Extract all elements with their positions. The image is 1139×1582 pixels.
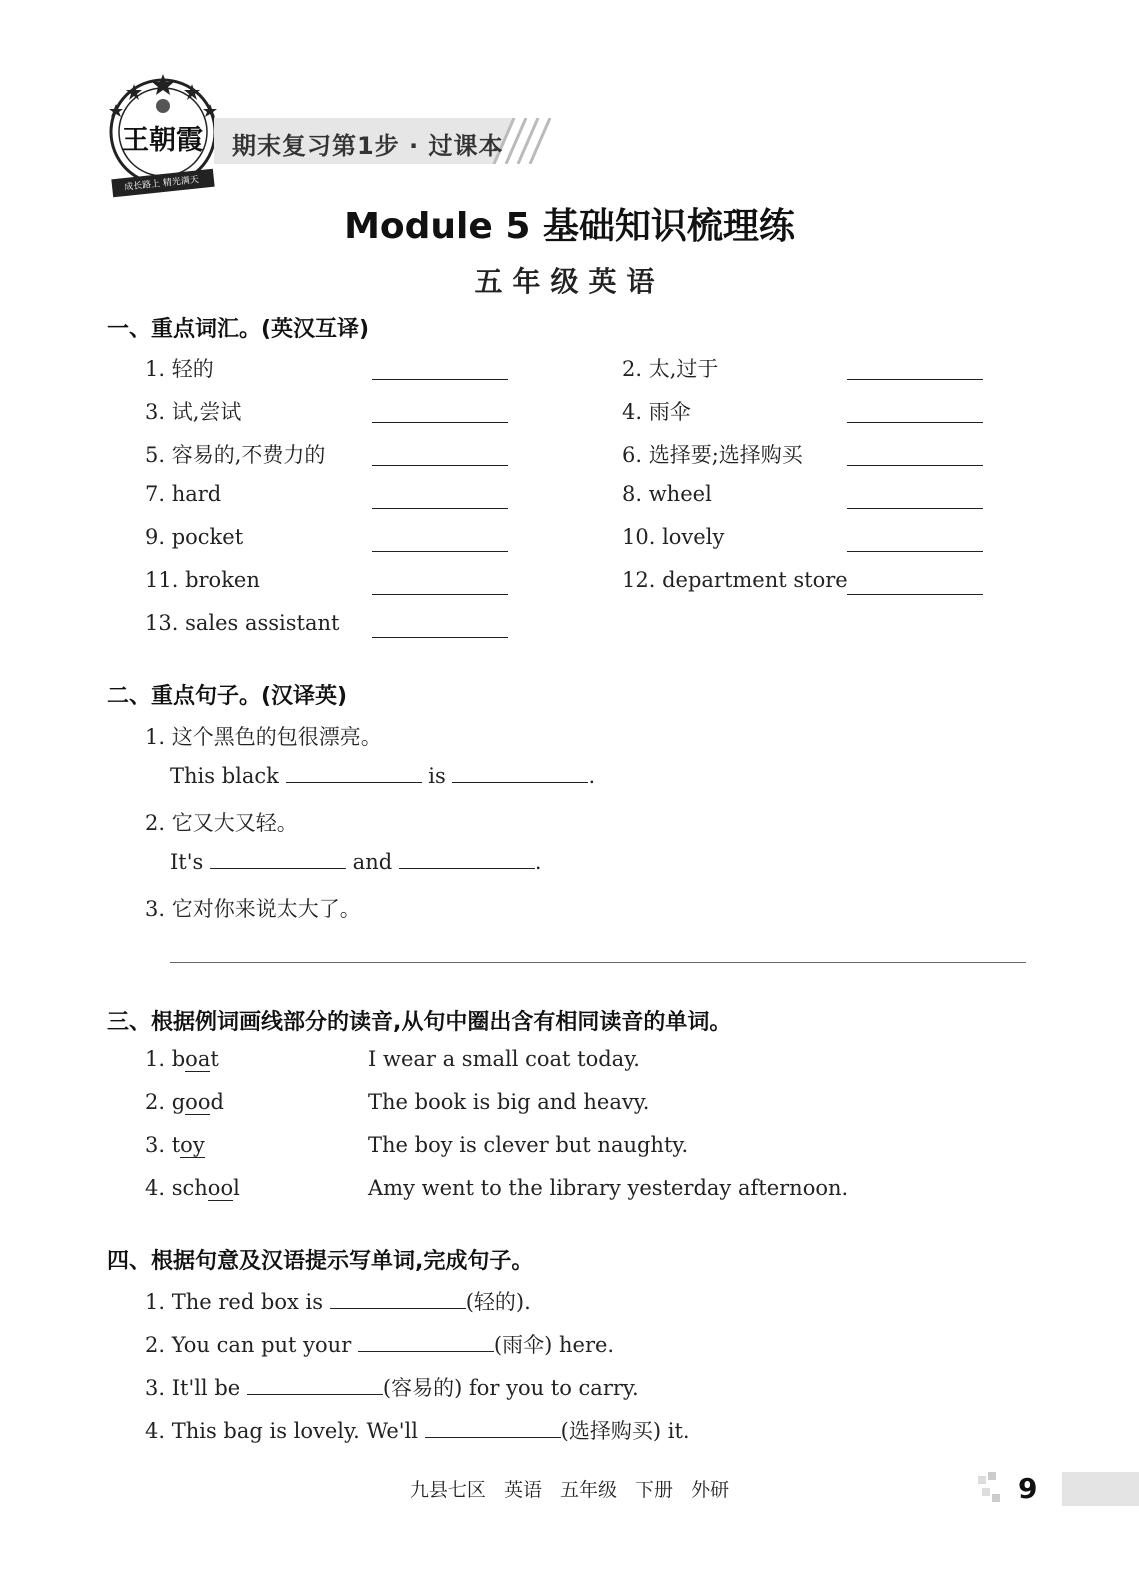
- section1-heading: 一、重点词汇。(英汉互译): [107, 317, 370, 342]
- banner-title: 期末复习第1步 · 过课本: [232, 132, 504, 160]
- vocab-item: 3. 试,尝试: [145, 400, 242, 424]
- chinese-hint: (选择购买): [560, 1419, 662, 1443]
- footer-text: 九县七区 英语 五年级 下册 外研: [409, 1479, 730, 1501]
- example-word: 2. good: [145, 1090, 224, 1114]
- sentence-text: .: [588, 764, 596, 788]
- section2-heading: 二、重点句子。(汉译英): [107, 684, 348, 709]
- example-word: 3. toy: [145, 1133, 205, 1157]
- vocab-item: 10. lovely: [622, 525, 725, 549]
- fill-sentence: 1. The red box is (轻的).: [145, 1290, 531, 1314]
- sentence-text: and: [352, 850, 393, 874]
- chinese-hint: (容易的): [382, 1376, 463, 1400]
- page-title: Module 5 基础知识梳理练: [344, 206, 795, 247]
- sentence-prompt: 1. 这个黑色的包很漂亮。: [145, 725, 382, 749]
- vocab-blank[interactable]: [372, 465, 508, 466]
- sentence-prompt: 2. 它又大又轻。: [145, 811, 298, 835]
- fill-sentence: 2. You can put your (雨伞) here.: [145, 1333, 615, 1357]
- vocab-blank[interactable]: [847, 594, 983, 595]
- section3-heading: 三、根据例词画线部分的读音,从句中圈出含有相同读音的单词。: [107, 1010, 732, 1035]
- vocab-blank[interactable]: [372, 508, 508, 509]
- sentence-prompt: 3. 它对你来说太大了。: [145, 897, 361, 921]
- page-subtitle: 五年级英语: [474, 265, 665, 298]
- vocab-blank[interactable]: [847, 379, 983, 380]
- logo-text: 王朝霞: [122, 125, 203, 156]
- answer-blank[interactable]: [425, 1436, 561, 1438]
- page-number: 9: [1018, 1472, 1038, 1505]
- vocab-blank[interactable]: [372, 551, 508, 552]
- vocab-blank[interactable]: [372, 422, 508, 423]
- vocab-blank[interactable]: [372, 379, 508, 380]
- fill-sentence: 4. This bag is lovely. We'll (选择购买) it.: [145, 1419, 690, 1443]
- vocab-blank[interactable]: [847, 465, 983, 466]
- chinese-hint: (雨伞): [493, 1333, 553, 1357]
- fill-sentence: 3. It'll be (容易的) for you to carry.: [145, 1376, 639, 1400]
- answer-blank[interactable]: [286, 781, 422, 783]
- vocab-blank[interactable]: [847, 508, 983, 509]
- example-sentence[interactable]: The book is big and heavy.: [368, 1090, 650, 1114]
- sentence-answer-row: [170, 850, 542, 874]
- answer-blank[interactable]: [399, 867, 535, 869]
- underlined-sound: oo: [207, 1176, 234, 1200]
- chinese-hint: (轻的): [465, 1290, 525, 1314]
- vocab-item: 2. 太,过于: [622, 357, 719, 381]
- answer-blank[interactable]: [452, 781, 588, 783]
- vocab-item: 5. 容易的,不费力的: [145, 443, 326, 467]
- vocab-item: 13. sales assistant: [145, 611, 340, 635]
- example-sentence[interactable]: I wear a small coat today.: [368, 1047, 640, 1071]
- vocab-blank[interactable]: [847, 551, 983, 552]
- answer-blank[interactable]: [247, 1393, 383, 1395]
- sentence-text: .: [534, 850, 542, 874]
- example-sentence[interactable]: The boy is clever but naughty.: [368, 1133, 689, 1157]
- underlined-sound: oo: [185, 1090, 211, 1114]
- vocab-item: 11. broken: [145, 568, 260, 592]
- vocab-item: 8. wheel: [622, 482, 712, 506]
- vocab-item: 7. hard: [145, 482, 222, 506]
- underlined-sound: oa: [185, 1047, 211, 1071]
- sentence-text: It's: [170, 850, 204, 874]
- example-word: 1. boat: [145, 1047, 219, 1071]
- logo-slogan: 成长路上 精光满天: [123, 175, 200, 193]
- vocab-blank[interactable]: [372, 637, 508, 638]
- answer-line[interactable]: [170, 962, 1026, 963]
- section4-heading: 四、根据句意及汉语提示写单词,完成句子。: [107, 1249, 534, 1274]
- vocab-item: 1. 轻的: [145, 357, 214, 381]
- underlined-sound: oy: [180, 1133, 205, 1157]
- vocab-blank[interactable]: [372, 594, 508, 595]
- answer-blank[interactable]: [210, 867, 346, 869]
- vocab-item: 6. 选择要;选择购买: [622, 443, 803, 467]
- example-sentence[interactable]: Amy went to the library yesterday afternoon.: [368, 1176, 849, 1200]
- page-number-box: [978, 1472, 1139, 1506]
- vocab-blank[interactable]: [847, 422, 983, 423]
- answer-blank[interactable]: [358, 1350, 494, 1352]
- vocab-item: 4. 雨伞: [622, 400, 691, 424]
- answer-blank[interactable]: [330, 1307, 466, 1309]
- sentence-answer-row: [170, 764, 595, 788]
- vocab-item: 12. department store: [622, 568, 848, 592]
- example-word: 4. school: [145, 1176, 240, 1200]
- sentence-text: This black: [170, 764, 279, 788]
- sentence-text: is: [428, 764, 446, 788]
- vocab-item: 9. pocket: [145, 525, 244, 549]
